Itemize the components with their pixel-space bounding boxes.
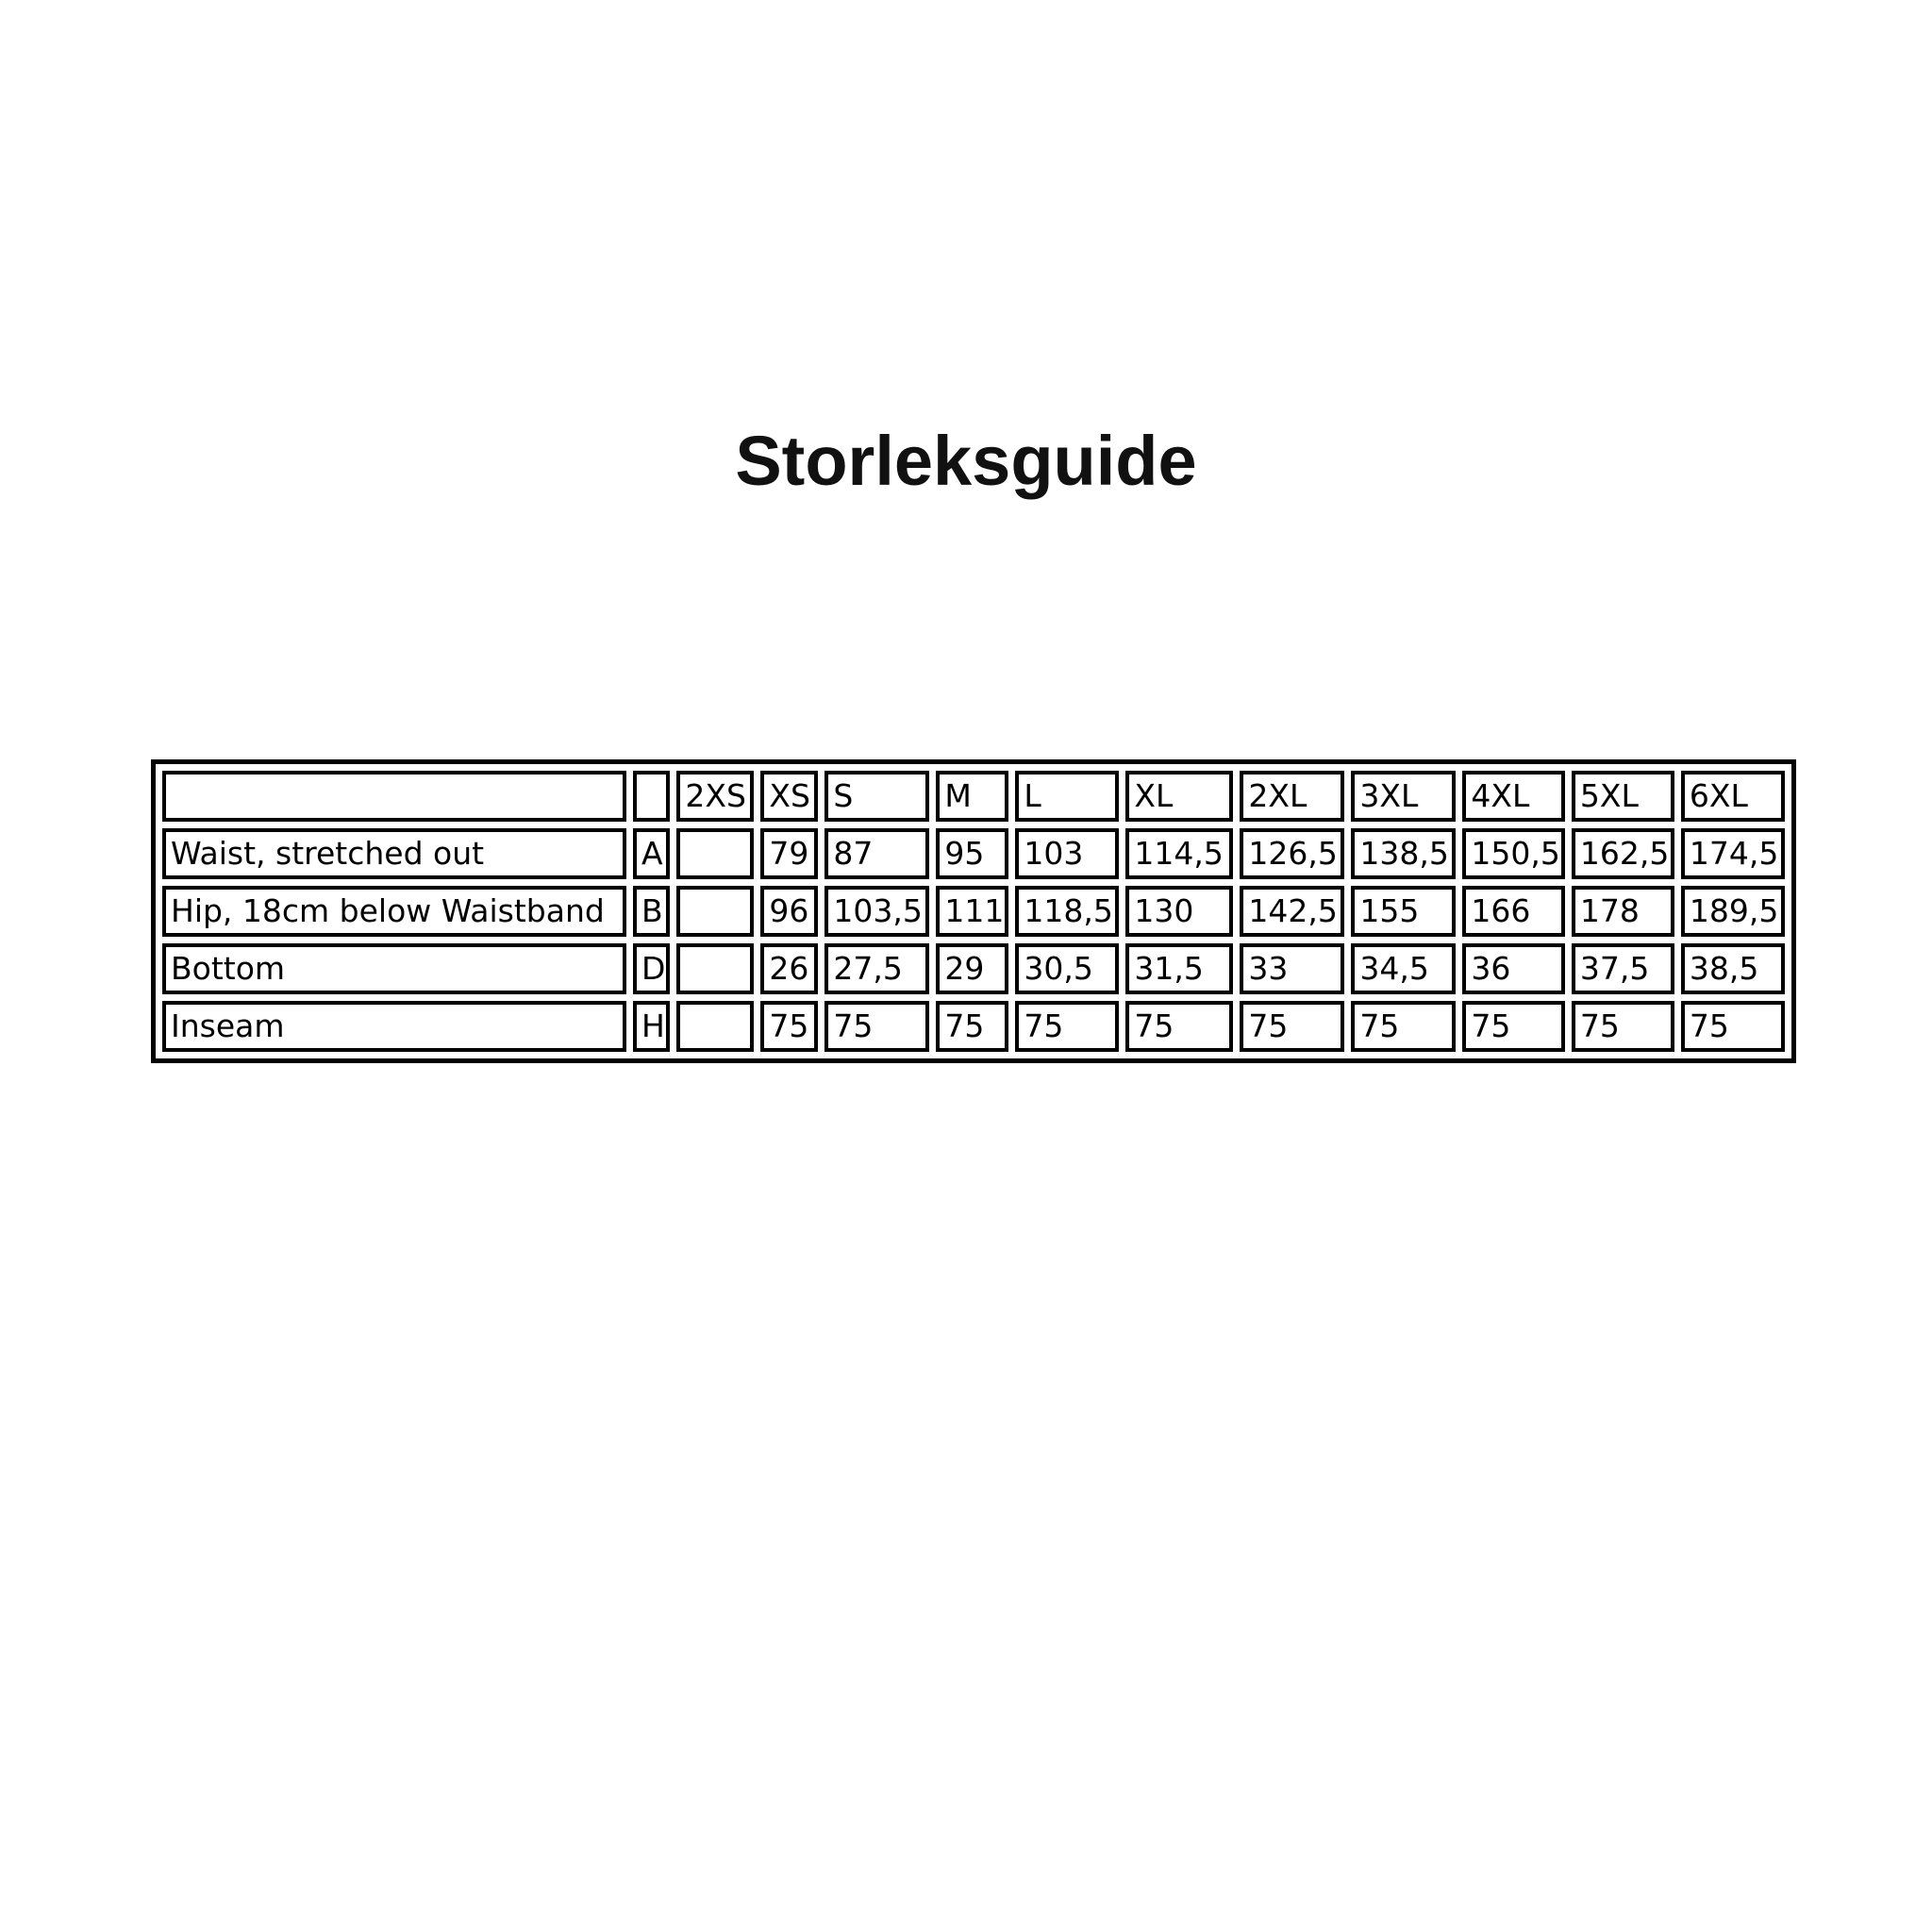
- size-value: 111: [936, 886, 1008, 937]
- size-value: 37,5: [1572, 943, 1674, 994]
- size-value: 87: [824, 828, 929, 879]
- size-value: 26: [760, 943, 818, 994]
- size-header-cell: S: [824, 771, 929, 822]
- size-value: 79: [760, 828, 818, 879]
- size-value: 155: [1351, 886, 1456, 937]
- table-row: [162, 886, 1785, 937]
- size-value: 126,5: [1240, 828, 1344, 879]
- size-value: 114,5: [1125, 828, 1233, 879]
- size-value: 174,5: [1681, 828, 1785, 879]
- size-value: 138,5: [1351, 828, 1456, 879]
- size-header-cell: 2XL: [1240, 771, 1344, 822]
- size-value: [676, 1001, 754, 1052]
- size-value: 118,5: [1015, 886, 1119, 937]
- size-value: 150,5: [1462, 828, 1564, 879]
- size-value: 75: [1125, 1001, 1233, 1052]
- size-value: 130: [1125, 886, 1233, 937]
- size-value: 29: [936, 943, 1008, 994]
- size-value: 75: [1681, 1001, 1785, 1052]
- size-header-cell: 6XL: [1681, 771, 1785, 822]
- size-value: 142,5: [1240, 886, 1344, 937]
- size-value: 75: [1351, 1001, 1456, 1052]
- size-value: 75: [824, 1001, 929, 1052]
- measure-letter: B: [633, 886, 670, 937]
- size-header-row: [162, 771, 1785, 822]
- size-value: [676, 828, 754, 879]
- size-value: 27,5: [824, 943, 929, 994]
- size-header-cell: M: [936, 771, 1008, 822]
- size-value: 31,5: [1125, 943, 1233, 994]
- measure-letter: A: [633, 828, 670, 879]
- size-value: 75: [1015, 1001, 1119, 1052]
- size-value: 75: [760, 1001, 818, 1052]
- size-value: 103,5: [824, 886, 929, 937]
- size-value: 36: [1462, 943, 1564, 994]
- measure-letter: H: [633, 1001, 670, 1052]
- measure-letter: D: [633, 943, 670, 994]
- row-label: Inseam: [162, 1001, 626, 1052]
- size-header-cell: XS: [760, 771, 818, 822]
- size-value: [676, 943, 754, 994]
- size-value: [676, 886, 754, 937]
- size-value: 162,5: [1572, 828, 1674, 879]
- size-header-cell: 3XL: [1351, 771, 1456, 822]
- size-value: 178: [1572, 886, 1674, 937]
- size-value: 166: [1462, 886, 1564, 937]
- row-label: Bottom: [162, 943, 626, 994]
- letter-header-cell: [633, 771, 670, 822]
- table-row: [162, 943, 1785, 994]
- size-value: 189,5: [1681, 886, 1785, 937]
- row-label: Hip, 18cm below Waistband: [162, 886, 626, 937]
- size-guide-table: [151, 759, 1796, 1063]
- size-value: 30,5: [1015, 943, 1119, 994]
- row-label: Waist, stretched out: [162, 828, 626, 879]
- size-header-cell: 2XS: [676, 771, 754, 822]
- size-value: 75: [1462, 1001, 1564, 1052]
- size-value: 75: [1240, 1001, 1344, 1052]
- size-value: 34,5: [1351, 943, 1456, 994]
- size-value: 38,5: [1681, 943, 1785, 994]
- size-value: 75: [1572, 1001, 1674, 1052]
- size-value: 75: [936, 1001, 1008, 1052]
- size-header-cell: L: [1015, 771, 1119, 822]
- table-row: [162, 1001, 1785, 1052]
- size-value: 95: [936, 828, 1008, 879]
- size-value: 33: [1240, 943, 1344, 994]
- size-header-cell: 4XL: [1462, 771, 1564, 822]
- size-value: 103: [1015, 828, 1119, 879]
- size-header-cell: 5XL: [1572, 771, 1674, 822]
- table-row: [162, 828, 1785, 879]
- page-title: Storleksguide: [735, 422, 1197, 500]
- size-header-cell: XL: [1125, 771, 1233, 822]
- label-header-cell: [162, 771, 626, 822]
- size-value: 96: [760, 886, 818, 937]
